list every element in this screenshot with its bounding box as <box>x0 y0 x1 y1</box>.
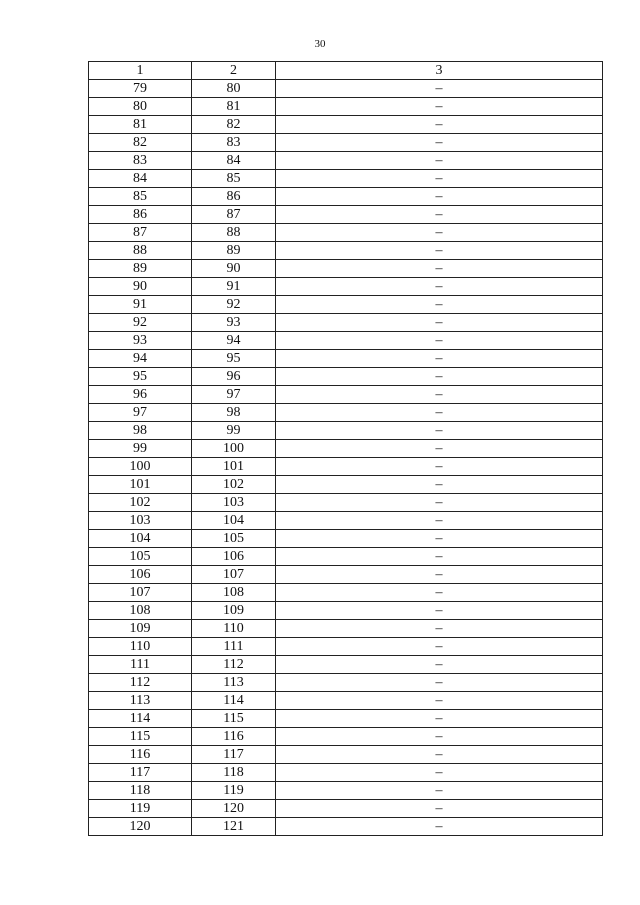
table-cell-col-3: – <box>276 800 603 818</box>
table-cell-col-3: – <box>276 728 603 746</box>
table-cell-col-1: 99 <box>89 440 192 458</box>
table-row <box>89 224 603 242</box>
table-cell-col-1: 81 <box>89 116 192 134</box>
table-cell-col-2: 93 <box>192 314 276 332</box>
table-cell-col-1: 86 <box>89 206 192 224</box>
table-cell-col-2: 109 <box>192 602 276 620</box>
table-cell-col-1: 104 <box>89 530 192 548</box>
table-cell-col-2: 91 <box>192 278 276 296</box>
table-cell-col-2: 101 <box>192 458 276 476</box>
table-cell-col-2: 94 <box>192 332 276 350</box>
table-row <box>89 620 603 638</box>
table-cell-col-2: 108 <box>192 584 276 602</box>
table-cell-col-3: – <box>276 656 603 674</box>
table-cell-col-3: – <box>276 404 603 422</box>
table-cell-col-1: 91 <box>89 296 192 314</box>
table-row <box>89 80 603 98</box>
table-cell-col-1: 116 <box>89 746 192 764</box>
table-row <box>89 674 603 692</box>
table-cell-col-1: 79 <box>89 80 192 98</box>
table-cell-col-3: – <box>276 764 603 782</box>
table-row <box>89 368 603 386</box>
table-row <box>89 530 603 548</box>
table-row <box>89 314 603 332</box>
column-header-2: 2 <box>192 62 276 80</box>
table-cell-col-3: – <box>276 818 603 836</box>
table-cell-col-2: 103 <box>192 494 276 512</box>
table-cell-col-3: – <box>276 620 603 638</box>
table-cell-col-2: 118 <box>192 764 276 782</box>
table-cell-col-1: 117 <box>89 764 192 782</box>
table-cell-col-3: – <box>276 386 603 404</box>
table-row <box>89 242 603 260</box>
table-cell-col-2: 119 <box>192 782 276 800</box>
table-cell-col-2: 82 <box>192 116 276 134</box>
table-cell-col-1: 83 <box>89 152 192 170</box>
table-row <box>89 458 603 476</box>
table-row <box>89 566 603 584</box>
table-cell-col-2: 85 <box>192 170 276 188</box>
table-row <box>89 260 603 278</box>
table-cell-col-3: – <box>276 674 603 692</box>
table-cell-col-2: 86 <box>192 188 276 206</box>
table-cell-col-3: – <box>276 350 603 368</box>
table-cell-col-1: 95 <box>89 368 192 386</box>
table-row <box>89 692 603 710</box>
table-cell-col-2: 115 <box>192 710 276 728</box>
table-row <box>89 584 603 602</box>
table-cell-col-3: – <box>276 80 603 98</box>
table-row <box>89 476 603 494</box>
table-row <box>89 494 603 512</box>
table-cell-col-3: – <box>276 638 603 656</box>
table-row <box>89 746 603 764</box>
table-cell-col-3: – <box>276 224 603 242</box>
table-row <box>89 656 603 674</box>
table-cell-col-2: 110 <box>192 620 276 638</box>
column-header-3: 3 <box>276 62 603 80</box>
table-cell-col-3: – <box>276 206 603 224</box>
table-cell-col-1: 114 <box>89 710 192 728</box>
table-cell-col-2: 80 <box>192 80 276 98</box>
table-cell-col-2: 89 <box>192 242 276 260</box>
table-cell-col-1: 113 <box>89 692 192 710</box>
table-cell-col-2: 105 <box>192 530 276 548</box>
table-cell-col-2: 106 <box>192 548 276 566</box>
table-cell-col-3: – <box>276 98 603 116</box>
table-cell-col-1: 85 <box>89 188 192 206</box>
table-cell-col-2: 107 <box>192 566 276 584</box>
table-cell-col-1: 115 <box>89 728 192 746</box>
table-row <box>89 782 603 800</box>
table-row <box>89 134 603 152</box>
table-row <box>89 170 603 188</box>
table-cell-col-1: 89 <box>89 260 192 278</box>
table-cell-col-2: 117 <box>192 746 276 764</box>
table-cell-col-1: 106 <box>89 566 192 584</box>
table-cell-col-3: – <box>276 566 603 584</box>
table-cell-col-1: 118 <box>89 782 192 800</box>
table-cell-col-1: 110 <box>89 638 192 656</box>
table-row <box>89 638 603 656</box>
table-cell-col-2: 88 <box>192 224 276 242</box>
table-cell-col-3: – <box>276 296 603 314</box>
table-cell-col-2: 83 <box>192 134 276 152</box>
table-cell-col-3: – <box>276 116 603 134</box>
table-cell-col-1: 100 <box>89 458 192 476</box>
table-row <box>89 98 603 116</box>
table-cell-col-1: 107 <box>89 584 192 602</box>
table-row <box>89 386 603 404</box>
table-cell-col-2: 90 <box>192 260 276 278</box>
table-cell-col-2: 114 <box>192 692 276 710</box>
table-row <box>89 278 603 296</box>
table-cell-col-1: 105 <box>89 548 192 566</box>
table-header <box>89 62 603 80</box>
table-cell-col-1: 82 <box>89 134 192 152</box>
table-row <box>89 404 603 422</box>
table-row <box>89 152 603 170</box>
table-cell-col-1: 112 <box>89 674 192 692</box>
table-cell-col-3: – <box>276 584 603 602</box>
table-cell-col-3: – <box>276 512 603 530</box>
table-cell-col-3: – <box>276 242 603 260</box>
table-cell-col-1: 111 <box>89 656 192 674</box>
table-cell-col-3: – <box>276 602 603 620</box>
table-cell-col-2: 121 <box>192 818 276 836</box>
table-cell-col-1: 97 <box>89 404 192 422</box>
table-row <box>89 764 603 782</box>
table-row <box>89 440 603 458</box>
table-cell-col-2: 100 <box>192 440 276 458</box>
table-cell-col-1: 93 <box>89 332 192 350</box>
table-cell-col-2: 102 <box>192 476 276 494</box>
table-body <box>89 80 603 836</box>
table-cell-col-2: 104 <box>192 512 276 530</box>
column-header-1: 1 <box>89 62 192 80</box>
table-cell-col-2: 95 <box>192 350 276 368</box>
table-cell-col-1: 102 <box>89 494 192 512</box>
table-row <box>89 710 603 728</box>
table-row <box>89 728 603 746</box>
table-cell-col-1: 92 <box>89 314 192 332</box>
table-cell-col-2: 113 <box>192 674 276 692</box>
table-cell-col-1: 108 <box>89 602 192 620</box>
table-row <box>89 332 603 350</box>
table-cell-col-3: – <box>276 314 603 332</box>
table-cell-col-2: 120 <box>192 800 276 818</box>
table-cell-col-2: 111 <box>192 638 276 656</box>
table-cell-col-2: 97 <box>192 386 276 404</box>
table-cell-col-2: 116 <box>192 728 276 746</box>
table-row <box>89 188 603 206</box>
table-cell-col-1: 88 <box>89 242 192 260</box>
table-cell-col-1: 94 <box>89 350 192 368</box>
table-cell-col-2: 84 <box>192 152 276 170</box>
table-cell-col-1: 120 <box>89 818 192 836</box>
table-cell-col-2: 96 <box>192 368 276 386</box>
table-cell-col-1: 98 <box>89 422 192 440</box>
table-cell-col-2: 92 <box>192 296 276 314</box>
table-row <box>89 602 603 620</box>
page-number: 30 <box>314 38 326 50</box>
table-cell-col-3: – <box>276 746 603 764</box>
table-cell-col-3: – <box>276 494 603 512</box>
table-cell-col-3: – <box>276 152 603 170</box>
header-row <box>89 62 603 80</box>
table-cell-col-3: – <box>276 692 603 710</box>
table-row <box>89 116 603 134</box>
table-cell-col-1: 84 <box>89 170 192 188</box>
table-cell-col-3: – <box>276 188 603 206</box>
table-cell-col-3: – <box>276 548 603 566</box>
table-cell-col-1: 80 <box>89 98 192 116</box>
table-cell-col-3: – <box>276 710 603 728</box>
table-cell-col-3: – <box>276 278 603 296</box>
table-cell-col-2: 81 <box>192 98 276 116</box>
table-row <box>89 800 603 818</box>
table-cell-col-3: – <box>276 260 603 278</box>
table-cell-col-3: – <box>276 332 603 350</box>
table-cell-col-1: 101 <box>89 476 192 494</box>
table-cell-col-2: 87 <box>192 206 276 224</box>
table-cell-col-1: 103 <box>89 512 192 530</box>
table-cell-col-3: – <box>276 422 603 440</box>
table-cell-col-3: – <box>276 440 603 458</box>
table-row <box>89 818 603 836</box>
table-cell-col-2: 112 <box>192 656 276 674</box>
table-cell-col-1: 87 <box>89 224 192 242</box>
table-cell-col-1: 96 <box>89 386 192 404</box>
table-cell-col-3: – <box>276 368 603 386</box>
table-cell-col-3: – <box>276 170 603 188</box>
table-cell-col-2: 99 <box>192 422 276 440</box>
table-cell-col-1: 90 <box>89 278 192 296</box>
table-row <box>89 548 603 566</box>
table-cell-col-2: 98 <box>192 404 276 422</box>
table-cell-col-3: – <box>276 530 603 548</box>
table-row <box>89 350 603 368</box>
table-row <box>89 206 603 224</box>
table-row <box>89 422 603 440</box>
data-table <box>88 61 603 836</box>
table-cell-col-1: 119 <box>89 800 192 818</box>
table-cell-col-3: – <box>276 458 603 476</box>
table-cell-col-3: – <box>276 134 603 152</box>
table-cell-col-3: – <box>276 476 603 494</box>
table-cell-col-1: 109 <box>89 620 192 638</box>
table-row <box>89 512 603 530</box>
table-cell-col-3: – <box>276 782 603 800</box>
table-row <box>89 296 603 314</box>
